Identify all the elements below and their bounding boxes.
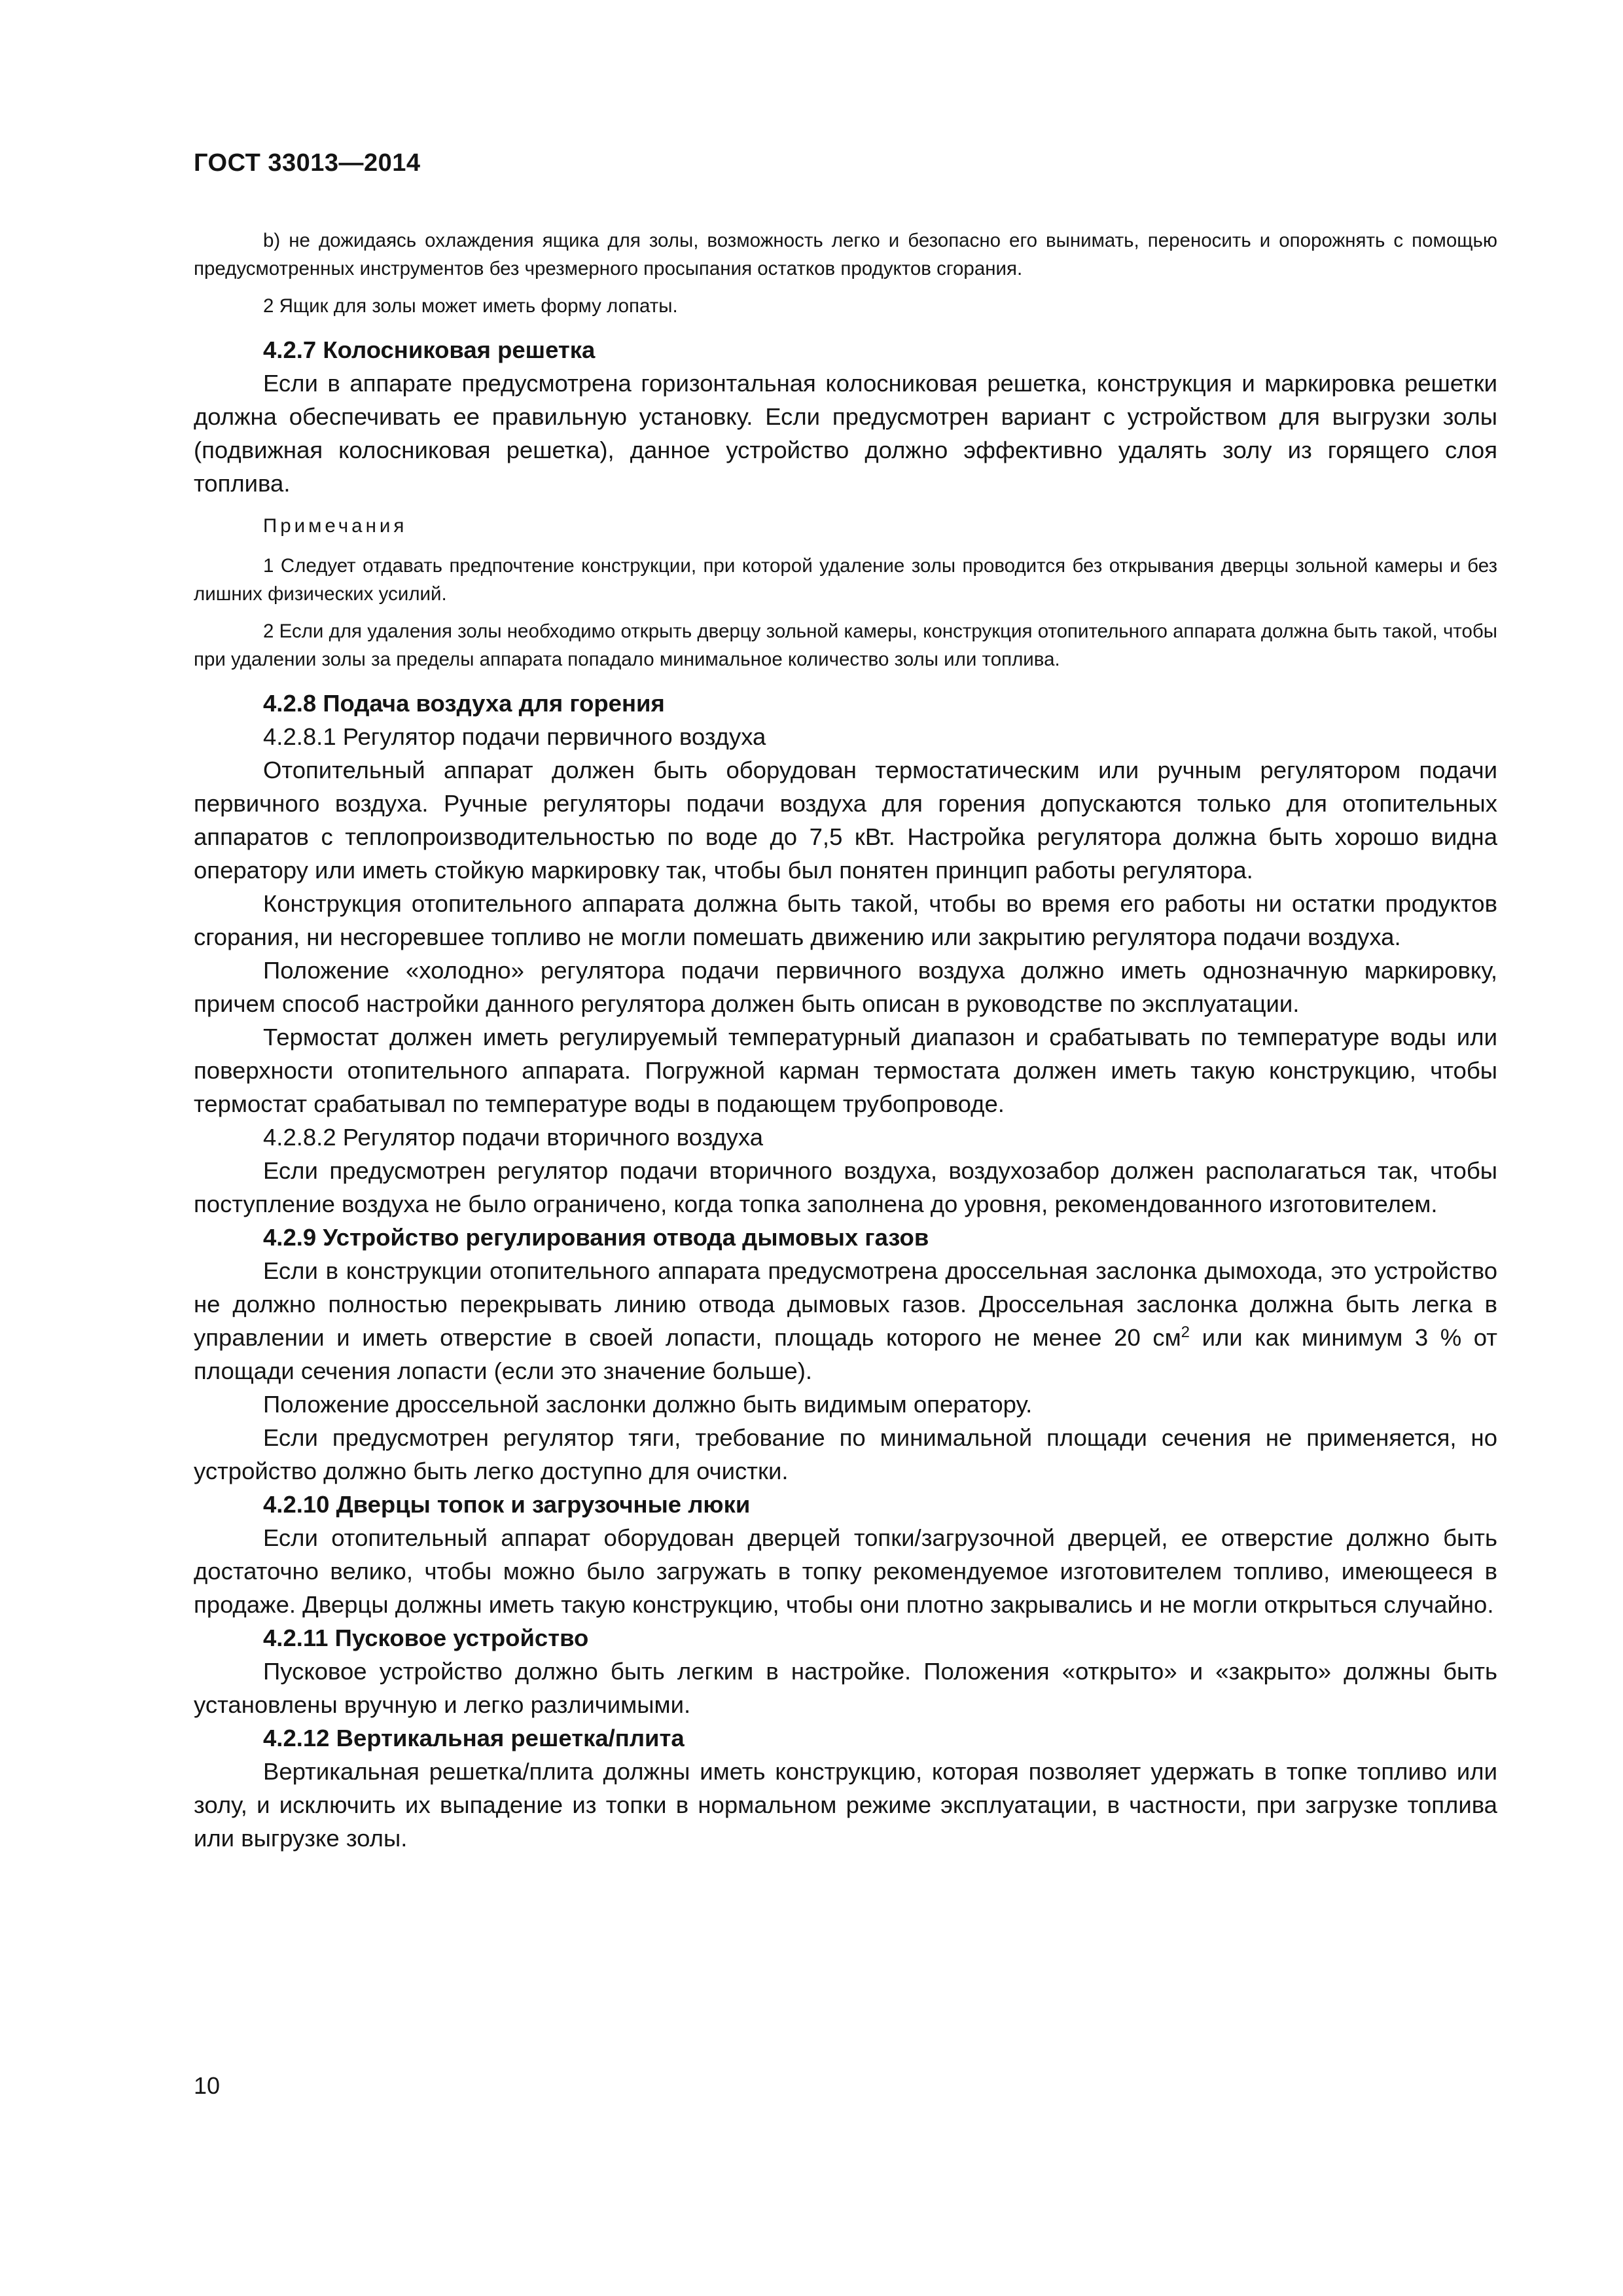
paragraph-4-2-8-1-b: Конструкция отопительного аппарата должна быть такой, чтобы во время его работы ни остатки продуктов сгорания, ни несгоревшее топливо не могли помешать движению или закрытию регулятора подачи воздуха.	[194, 890, 1497, 950]
paragraph-4-2-9-c: Если предусмотрен регулятор тяги, требование по минимальной площади сечения не применяется, но устройство должно быть легко доступно для очистки.	[194, 1424, 1497, 1484]
section-heading-4-2-11: 4.2.11 Пусковое устройство	[263, 1624, 589, 1651]
section-heading-4-2-10: 4.2.10 Дверцы топок и загрузочные люки	[263, 1491, 751, 1518]
page-number: 10	[194, 2072, 221, 2099]
notes-label: Примечания	[263, 515, 408, 537]
document-header: ГОСТ 33013—2014	[194, 149, 421, 177]
section-text-4-2-7: Если в аппарате предусмотрена горизонтальная колосниковая решетка, конструкция и маркировка решетки должна обеспечивать ее правильную установку. Если предусмотрен вариант с устройством для выгрузки золы (подвижная колосниковая решетка), данное устройство должно эффективно удалять золу из горящего слоя топлива.	[194, 370, 1497, 497]
subsection-title-4-2-8-2: 4.2.8.2 Регулятор подачи вторичного воздуха	[263, 1124, 764, 1151]
page-content	[194, 226, 1497, 1855]
section-heading-4-2-8: 4.2.8 Подача воздуха для горения	[263, 690, 665, 717]
list-item-b: b) не дожидаясь охлаждения ящика для золы, возможность легко и безопасно его вынимать, переносить и опорожнять с помощью предусмотренных инструментов без чрезмерного просыпания остатков продуктов сгорания.	[194, 230, 1497, 279]
section-heading-4-2-9: 4.2.9 Устройство регулирования отвода дымовых газов	[263, 1224, 929, 1251]
section-heading-4-2-12: 4.2.12 Вертикальная решетка/плита	[263, 1725, 685, 1751]
grate-note-1: 1 Следует отдавать предпочтение конструкции, при которой удаление золы проводится без открывания дверцы зольной камеры и без лишних физических усилий.	[194, 555, 1497, 605]
paragraph-4-2-8-1-a: Отопительный аппарат должен быть оборудован термостатическим или ручным регулятором подачи первичного воздуха. Ручные регуляторы подачи воздуха для горения допускаются только для отопительных аппаратов с теплопроизводительностью по воде до 7,5 кВт. Настройка регулятора должна быть хорошо видна оператору или иметь стойкую маркировку так, чтобы был понятен принцип работы регулятора.	[194, 757, 1497, 884]
subsection-title-4-2-8-1: 4.2.8.1 Регулятор подачи первичного воздуха	[263, 723, 766, 750]
paragraph-4-2-9-a-tail: или как минимум 3 % от площади сечения лопасти (если это значение больше).	[194, 1324, 1497, 1384]
area-unit-superscript: 2	[1181, 1323, 1190, 1341]
paragraph-4-2-8-2: Если предусмотрен регулятор подачи вторичного воздуха, воздухозабор должен располагаться так, чтобы поступление воздуха не было ограничено, когда топка заполнена до уровня, рекомендованного изготовителем.	[194, 1157, 1497, 1217]
paragraph-4-2-9-a	[194, 1254, 1497, 1388]
paragraph-4-2-8-1-c: Положение «холодно» регулятора подачи первичного воздуха должно иметь однозначную маркировку, причем способ настройки данного регулятора должен быть описан в руководстве по эксплуатации.	[194, 957, 1497, 1017]
ashbox-note-2: 2 Ящик для золы может иметь форму лопаты.	[263, 295, 678, 317]
paragraph-4-2-9-a-text: Если в конструкции отопительного аппарата предусмотрена дроссельная заслонка дымохода, это устройство не должно полностью перекрывать линию отвода дымовых газов. Дроссельная заслонка должна быть легка в управлении и иметь отверстие в своей лопасти, площадь которого не менее 20 см	[194, 1257, 1497, 1351]
paragraph-4-2-11: Пусковое устройство должно быть легким в настройке. Положения «открыто» и «закрыто» должны быть установлены вручную и легко различимыми.	[194, 1658, 1497, 1718]
paragraph-4-2-9-b: Положение дроссельной заслонки должно быть видимым оператору.	[263, 1391, 1033, 1418]
grate-note-2: 2 Если для удаления золы необходимо открыть дверцу зольной камеры, конструкция отопительного аппарата должна быть такой, чтобы при удалении золы за пределы аппарата попадало минимальное количество золы или топлива.	[194, 620, 1497, 670]
paragraph-4-2-8-1-d: Термостат должен иметь регулируемый температурный диапазон и срабатывать по температуре воды или поверхности отопительного аппарата. Погружной карман термостата должен иметь такую конструкцию, чтобы термостат срабатывал по температуре воды в подающем трубопроводе.	[194, 1024, 1497, 1117]
section-heading-4-2-7: 4.2.7 Колосниковая решетка	[263, 336, 596, 363]
paragraph-4-2-10: Если отопительный аппарат оборудован дверцей топки/загрузочной дверцей, ее отверстие должно быть достаточно велико, чтобы можно было загружать в топку рекомендуемое изготовителем топливо, имеющееся в продаже. Дверцы должны иметь такую конструкцию, чтобы они плотно закрывались и не могли открыться случайно.	[194, 1524, 1497, 1618]
paragraph-4-2-12: Вертикальная решетка/плита должны иметь конструкцию, которая позволяет удержать в топке топливо или золу, и исключить их выпадение из топки в нормальном режиме эксплуатации, в частности, при загрузке топлива или выгрузке золы.	[194, 1758, 1497, 1852]
